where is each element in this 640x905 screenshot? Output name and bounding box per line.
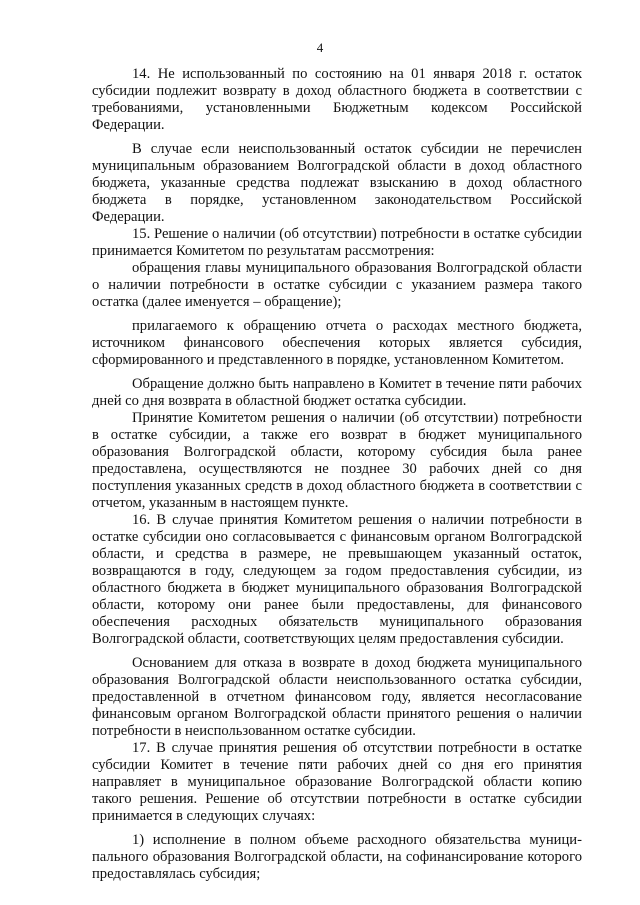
paragraph-appeal: обращения главы муниципального образования Волгоградской области о наличии потребности в остатке субсидии с указанием размера такого остатка (далее именуется – обращение); (92, 260, 582, 310)
paragraph-16: 16. В случае принятия Комитетом решения о наличии потребности в остатке субсидии оно согласовывается с финансовым органом Волгоградской области, и средства в размере, не превышающем указанный остаток, возвращаются в году, следующем за годом предоставления субсидии, из областного бюджета в бюджет муниципального образования Волгоградской области, которому они ранее были предоставлены, для финансового обеспечения расходных обязательств муниципального образования Волгоградской области, соответствующих целям предоставления субсидии. (92, 512, 582, 647)
paragraph-15: 15. Решение о наличии (об отсутствии) потребности в остатке субсидии принимается Комитетом по результатам рассмотрения: (92, 226, 582, 259)
paragraph-report: прилагаемого к обращению отчета о расходах местного бюджета, источником финансового обеспечения которых является субсидия, сформированного и представленного в порядке, установленном Комитетом. (92, 318, 582, 368)
paragraph-case-1: 1) исполнение в полном объеме расходного обязательства муниципального образования Волгоградской области, на софинансирование которого предоставлялась субсидия; (92, 832, 582, 882)
paragraph-appeal-deadline: Обращение должно быть направлено в Комитет в течение пяти рабочих дней со дня возврата в областной бюджет остатка субсидии. (92, 376, 582, 409)
paragraph-refusal-basis: Основанием для отказа в возврате в доход бюджета муниципального образования Волгоградской области неиспользованного остатка субсидии, предоставленной в отчетном финансовом году, является несогласование финансовым органом Волгоградской области принятого решения о наличии потребности в неиспользованном остатке субсидии. (92, 655, 582, 739)
paragraph-14: 14. Не использованный по состоянию на 01 января 2018 г. остаток субсидии подлежит возврату в доход областного бюджета в соответствии с требованиями, установленными Бюджетным кодексом Российской Федерации. (92, 66, 582, 133)
paragraph-decision-deadline: Принятие Комитетом решения о наличии (об отсутствии) потребности в остатке субсидии, а также его возврат в бюджет муниципального образования Волгоградской области, которому субсидия была ранее предоставлена, осуществляются не позднее 30 рабочих дней со дня поступления указанных средств в доход областного бюджета в соответствии с отчетом, указанным в настоящем пункте. (92, 410, 582, 511)
paragraph-recovery: В случае если неиспользованный остаток субсидии не перечислен муниципальным образованием Волгоградской области в доход областного бюджета, указанные средства подлежат взысканию в доход областного бюджета в порядке, установленном законодательством Российской Федерации. (92, 141, 582, 225)
document-body (92, 66, 582, 883)
paragraph-17: 17. В случае принятия решения об отсутствии потребности в остатке субсидии Комитет в течение пяти рабочих дней со дня его принятия направляет в муниципальное образование Волгоградской области копию такого решения. Решение об отсутствии потребности в остатке субсидии принимается в следующих случаях: (92, 740, 582, 824)
page-number: 4 (316, 40, 324, 55)
